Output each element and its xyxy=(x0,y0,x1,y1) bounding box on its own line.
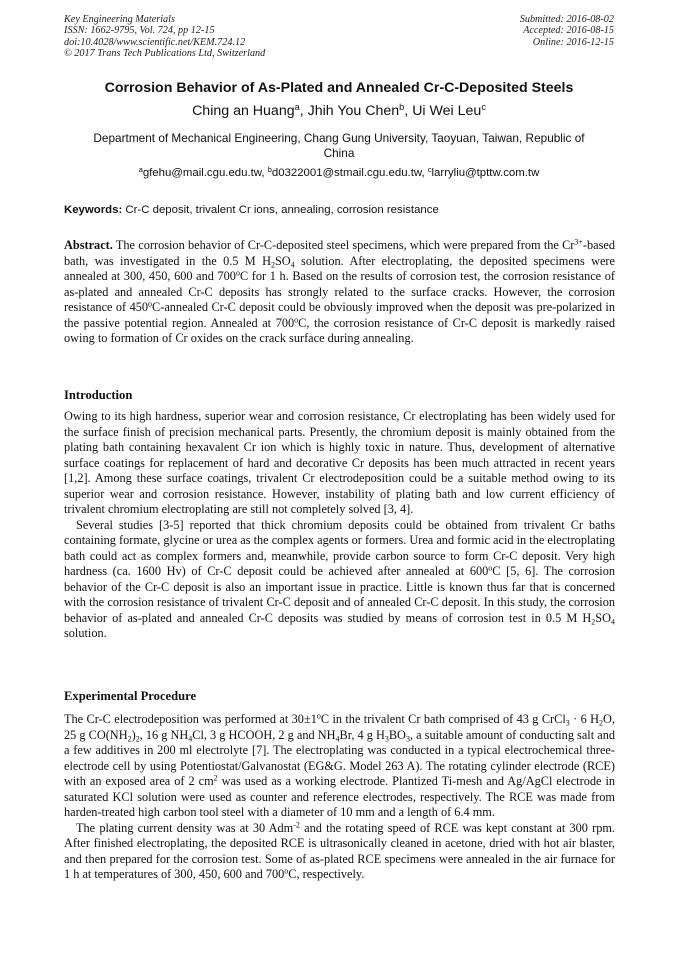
intro-text: solution. xyxy=(64,626,107,640)
exp-text: o xyxy=(284,866,289,876)
exp-text: 4 xyxy=(188,733,193,743)
abstract xyxy=(64,238,615,347)
section-heading-introduction: Introduction xyxy=(64,388,133,402)
exp-paragraph-2 xyxy=(64,821,615,883)
email-address: d0322001@stmail.cgu.edu.tw xyxy=(271,167,422,179)
journal-doi: doi:10.4028/www.scientific.net/KEM.724.12 xyxy=(64,36,246,48)
author-sup: a xyxy=(294,101,300,112)
journal-info xyxy=(64,14,265,60)
exp-text: Cl, 3 g HCOOH, 2 g and NH xyxy=(192,727,336,742)
date-accepted: Accepted: 2016-08-15 xyxy=(523,25,614,37)
exp-text: -2 xyxy=(293,820,300,830)
exp-text: 3 xyxy=(384,733,389,743)
introduction-section xyxy=(64,409,615,642)
abstract-text: solution. After electroplating, the deposited specimens were annealed at 300, 450, 600 and 700 xyxy=(64,253,615,283)
exp-text: Br, 4 g H xyxy=(339,727,385,742)
exp-text: 3 xyxy=(565,718,570,728)
exp-text: 2 xyxy=(135,733,140,743)
keywords xyxy=(64,204,616,216)
exp-text: The Cr-C electrodeposition was performed at 30±1 xyxy=(64,712,317,726)
experimental-section xyxy=(64,712,615,883)
exp-text: C in the trivalent Cr bath comprised of 43 g CrCl xyxy=(320,712,566,726)
exp-text: 2 xyxy=(127,733,132,743)
exp-text: 2 xyxy=(213,773,218,783)
email-sup: b xyxy=(267,164,272,174)
exp-text: 4 xyxy=(335,733,340,743)
exp-text: ) xyxy=(131,727,136,742)
intro-text: o xyxy=(488,563,493,573)
email-address: gfehu@mail.cgu.edu.tw xyxy=(142,167,262,179)
abstract-text: o xyxy=(235,268,240,278)
date-online: Online: 2016-12-15 xyxy=(532,36,614,48)
exp-text: was used as a working electrode. Plantized Ti-mesh and Ag/AgCl electrode in saturated KCl solution were used as counter and reference electrodes, respectively. The RCE was made from harden-treated high carbon tool steel with a diameter of 10 mm and a length of 6.4 mm. xyxy=(64,774,616,819)
exp-text: O, 25 g CO(NH xyxy=(64,712,615,742)
abstract-text: SO xyxy=(274,253,291,268)
intro-text: 4 xyxy=(611,616,615,626)
exp-paragraph-1 xyxy=(64,712,615,821)
intro-text: 2 xyxy=(591,616,596,626)
intro-paragraph-2 xyxy=(64,518,615,642)
keywords-label: Keywords: xyxy=(64,204,123,216)
intro-text: C [5, 6]. The corrosion behavior of the Cr-C deposit is also an important issue in practice. Little is known thus far that is concerned with the corrosion resistance of trivalent Cr-C deposit and of annealed Cr-C deposit. In this study, the corrosion behavior of as-plated and annealed Cr-C deposits was studied by means of corrosion test in 0.5 M H xyxy=(64,564,615,625)
intro-text: Several studies [3-5] reported that thick chromium deposits could be obtained from trivalent Cr baths containing formate, glycine or urea as the complex agents or formers. Urea and formic acid in the electroplating bath could act as complex formers and, meanwhile, provide carbon source to form Cr-C deposit. Very high hardness (ca. 1600 Hv) of Cr-C deposit could be achieved after annealed at 600 xyxy=(64,517,615,578)
author-list: Ching an Huang$^a$, Jhih You Chen$^b$, Ui Wei Leu$^c$ xyxy=(192,101,486,119)
abstract-text: C-annealed Cr-C deposit could be obviously improved when the deposit was pre-polarized in the passive potential region. Annealed at 700 xyxy=(64,300,615,330)
exp-text: and the rotating speed of RCE was kept constant at 300 rpm. After finished electroplating, the deposited RCE is ultrasonically cleaned in acetone, dried with hot air blaster, and then prepared for the corrosion test. Some of as-plated RCE specimens were annealed in the air furnace for 1 h at temperatures of 300, 450, 600 and 700 xyxy=(64,820,615,881)
abstract-paragraph xyxy=(64,238,615,347)
email-sup: a xyxy=(138,164,143,174)
abstract-text: C, the corrosion resistance of Cr-C deposit is markedly raised owing to formation of Cr oxides on the crack surface during annealing. xyxy=(64,315,615,345)
abstract-text: The corrosion behavior of Cr-C-deposited steel specimens, which were prepared from the Cr xyxy=(115,238,575,252)
exp-text: The plating current density was at 30 Adm xyxy=(76,820,294,835)
journal-issn: ISSN: 1662-9795, Vol. 724, pp 12-15 xyxy=(64,25,215,37)
paper-title: Corrosion Behavior of As-Plated and Annealed Cr-C-Deposited Steels xyxy=(104,80,574,96)
author-name: Ui Wei Leu xyxy=(412,103,482,119)
abstract-text: 2 xyxy=(270,259,275,269)
exp-text: 2 xyxy=(599,718,604,728)
intro-paragraph-1: Owing to its high hardness, superior wear and corrosion resistance, Cr electroplating has been widely used for the surface finish of precision mechanical parts. Presently, the chromium deposit is mainly obtained from the plating bath containing hexavalent Cr ion which is highly toxic in nature. Thus, development of alternative surface coatings for replacement of hard and decorative Cr deposits has been much attracted in recent years [1,2]. Among these surface coatings, trivalent Cr electrodeposition could be a suitable method owing to its superior wear and corrosion resistance. However, instability of plating bath and low current efficiency of trivalent chromium electroplating are still not completely solved [3, 4]. xyxy=(64,409,615,516)
date-submitted: Submitted: 2016-08-02 xyxy=(519,14,614,25)
exp-text: BO xyxy=(388,727,406,742)
section-heading-experimental: Experimental Procedure xyxy=(64,689,197,703)
exp-text: · 6 H xyxy=(569,712,600,726)
abstract-text: 3+ xyxy=(574,237,583,247)
author-sup: c xyxy=(481,101,486,112)
abstract-text: C for 1 h. Based on the results of corrosion test, the corrosion resistance of as-plated and annealed Cr-C deposits has strongly related to the surface cracks. However, the corrosion resistance of 450 xyxy=(64,269,615,314)
exp-text: C, respectively. xyxy=(288,867,365,881)
publication-dates xyxy=(520,14,614,48)
abstract-text: o xyxy=(294,315,299,325)
abstract-text: o xyxy=(148,299,153,309)
affiliation: Department of Mechanical Engineering, Chang Gung University, Taoyuan, Taiwan, Republic of China xyxy=(93,131,585,160)
intro-text: SO xyxy=(595,610,611,625)
author-sup: b xyxy=(399,101,405,112)
exp-text: , 16 g NH xyxy=(139,727,189,742)
abstract-label: Abstract. xyxy=(64,238,113,252)
exp-text: 3 xyxy=(405,733,410,743)
keywords-text: Cr-C deposit, trivalent Cr ions, annealing, corrosion resistance xyxy=(125,204,439,216)
author-name: Ching an Huang xyxy=(192,103,295,119)
exp-text: , a suitable amount of conducting salt and a few additives in 200 ml electrolyte [7]. The electroplating was conducted in a typical electrochemical three-electrode cell by using Potentiostat/Galvanostat (EG&G. Model 263 A). The rotating cylinder electrode (RCE) with an exposed area of 2 cm xyxy=(64,727,615,788)
journal-copyright: © 2017 Trans Tech Publications Ltd, Switzerland xyxy=(64,48,266,60)
abstract-text: 4 xyxy=(290,259,295,269)
email-address: larryliu@tpttw.com.tw xyxy=(431,167,540,179)
exp-text: o xyxy=(316,711,321,721)
author-name: Jhih You Chen xyxy=(307,103,400,119)
journal-name: Key Engineering Materials xyxy=(64,14,175,25)
email-list: $^a$gfehu@mail.cgu.edu.tw, $^b$d0322001@stmail.cgu.edu.tw, $^c$larryliu@tpttw.com.tw xyxy=(138,164,540,179)
abstract-text: -based bath, was investigated in the 0.5 M H xyxy=(64,238,615,268)
email-sup: c xyxy=(427,164,432,174)
